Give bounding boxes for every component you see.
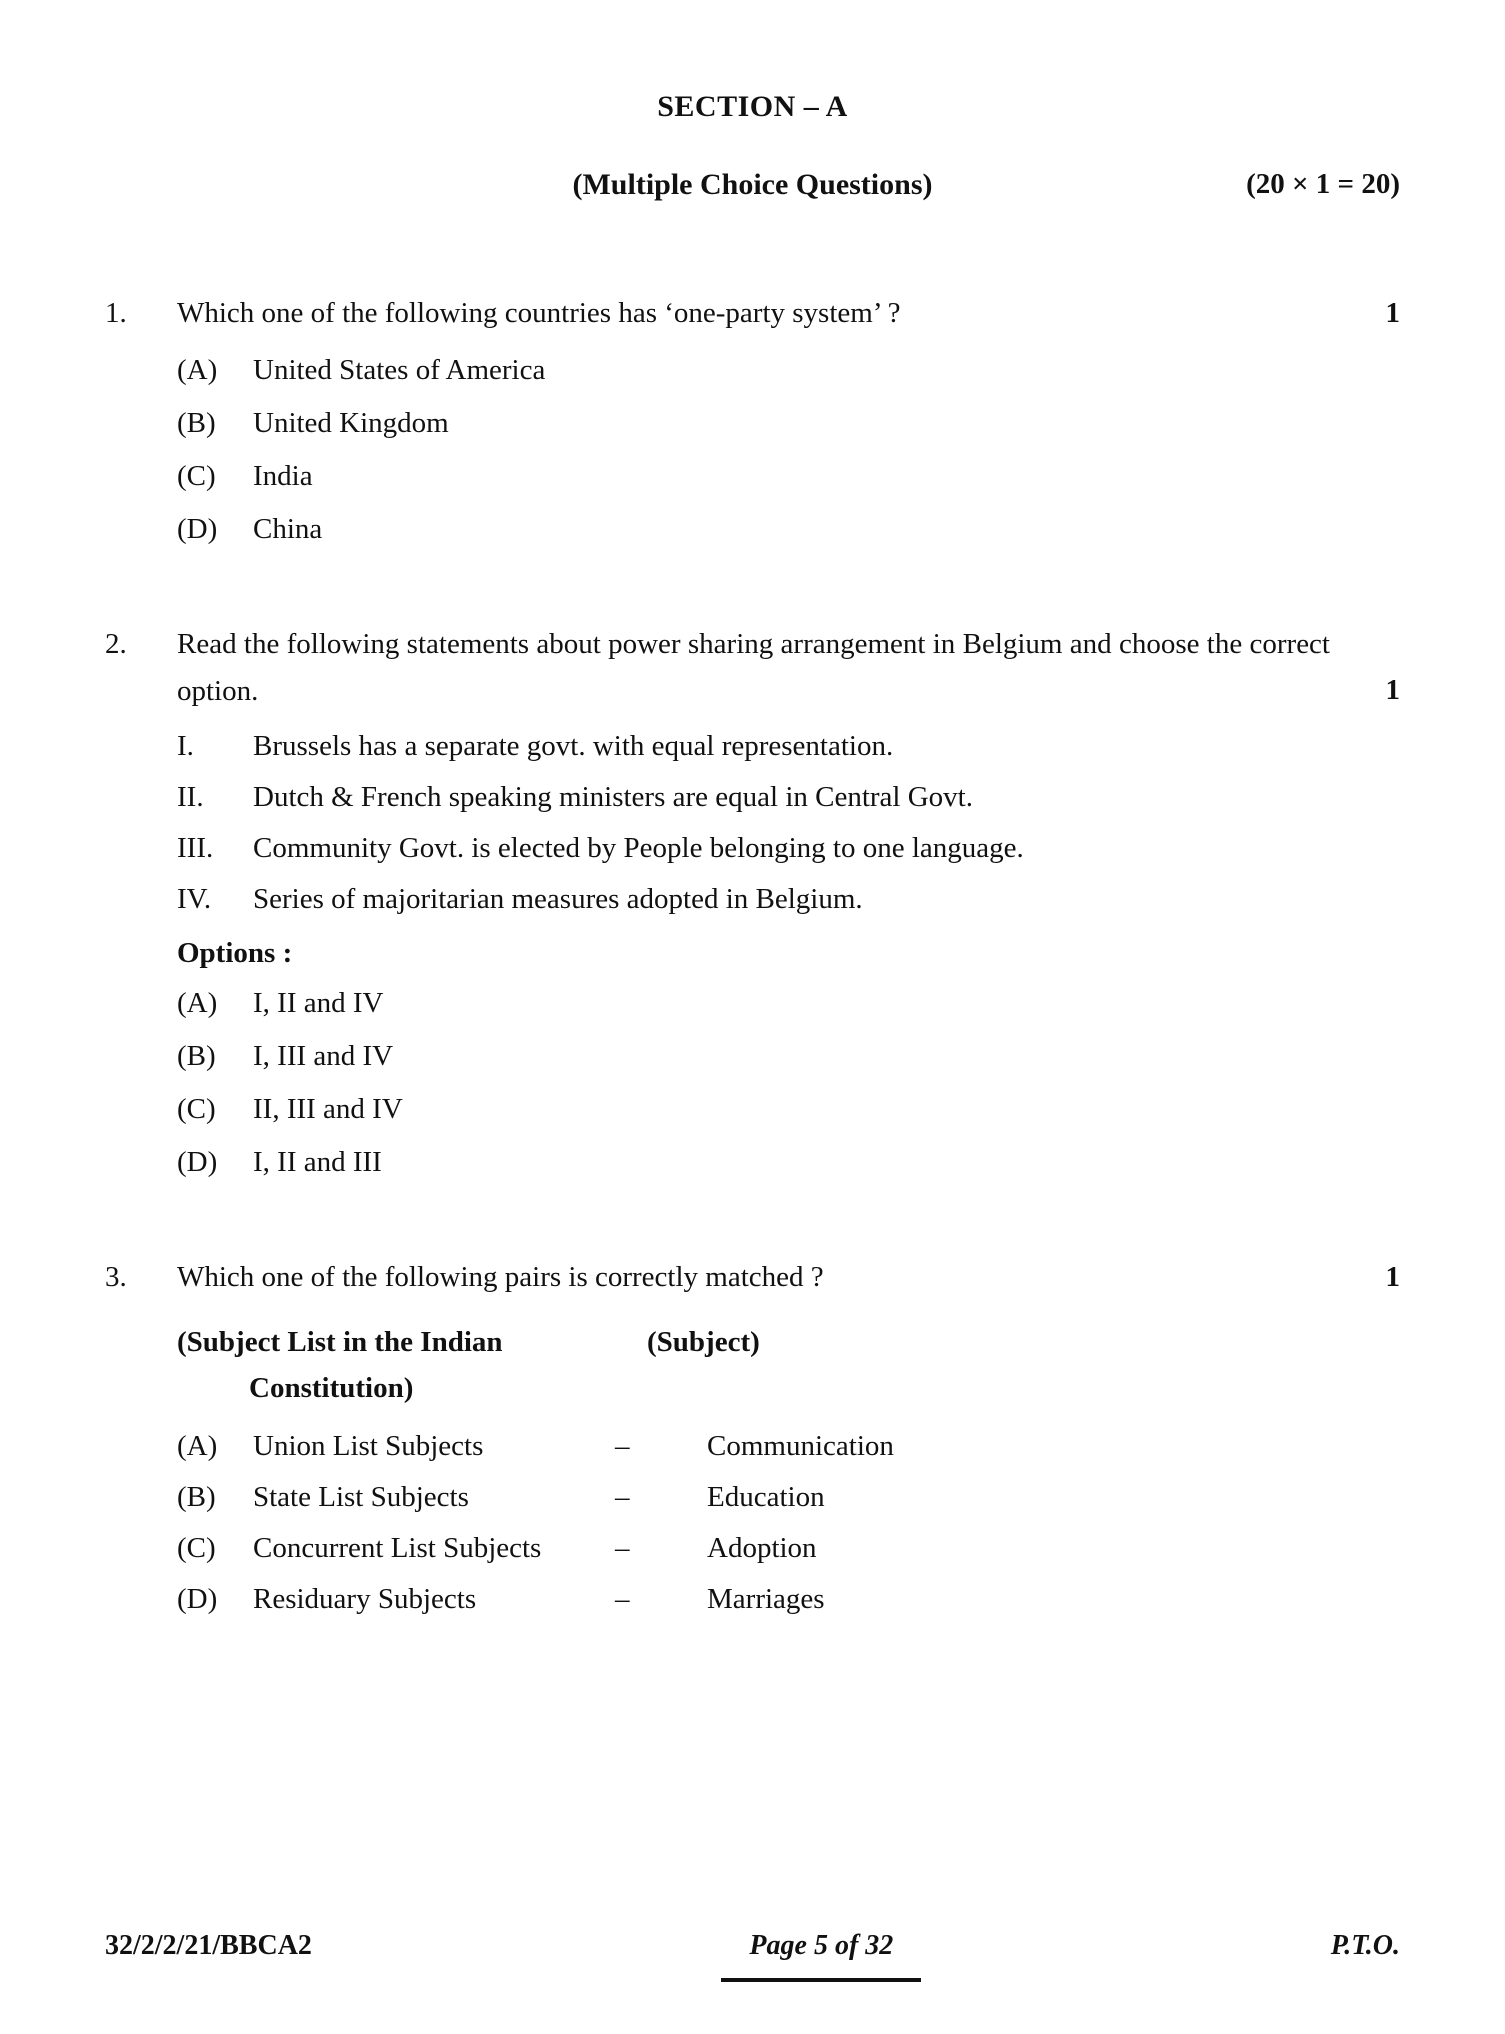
option-item (177, 347, 1400, 394)
option-item (177, 453, 1400, 500)
pair-label: (C) (177, 1532, 216, 1565)
footer-rule (721, 1978, 921, 1982)
option-item (177, 1086, 1400, 1133)
pto-label: P.T.O. (1330, 1930, 1400, 1961)
pair-dash: – (615, 1481, 630, 1514)
marks-total: (20 × 1 = 20) (1246, 168, 1400, 200)
page-footer (105, 1930, 1400, 1972)
pair-right: Adoption (707, 1532, 817, 1565)
pairs-header (105, 1319, 1400, 1412)
statement-item (177, 825, 1400, 872)
options-label: Options : (177, 936, 293, 969)
pair-label: (D) (177, 1583, 218, 1616)
question-2-head (105, 621, 1400, 715)
question-1-head (105, 290, 1400, 337)
pair-label: (A) (177, 1430, 218, 1463)
pair-item (177, 1474, 1400, 1521)
pairs-header-col-a: (Subject List in the Indian (177, 1325, 503, 1358)
option-text: India (253, 459, 313, 492)
pair-item (177, 1525, 1400, 1572)
question-3 (105, 1254, 1400, 1624)
option-text: I, II and III (253, 1145, 382, 1178)
statement-number: III. (177, 831, 214, 864)
option-item (177, 1139, 1400, 1186)
statement-number: I. (177, 729, 194, 762)
question-1 (105, 290, 1400, 553)
pair-right: Marriages (707, 1583, 825, 1616)
pair-left: Union List Subjects (253, 1430, 484, 1463)
spacer (105, 563, 1400, 621)
section-title: SECTION – A (657, 90, 848, 123)
page-number (749, 1930, 893, 1972)
question-2-mark: 1 (1385, 673, 1400, 706)
pair-item (177, 1423, 1400, 1470)
question-2-text: Read the following statements about power sharing arrangement in Belgium and choose the correct option. (177, 627, 1330, 707)
statement-text: Brussels has a separate govt. with equal representation. (253, 729, 894, 762)
pair-dash: – (615, 1430, 630, 1463)
question-2-options (105, 980, 1400, 1186)
option-text: I, III and IV (253, 1039, 394, 1072)
option-text: II, III and IV (253, 1092, 403, 1125)
question-3-pairs (105, 1423, 1400, 1623)
subhead-multiple-choice: (Multiple Choice Questions) (572, 168, 933, 201)
question-2-statements (105, 723, 1400, 923)
option-item (177, 1033, 1400, 1080)
pair-item (177, 1576, 1400, 1623)
option-text: China (253, 512, 323, 545)
spacer (105, 1196, 1400, 1254)
option-item (177, 400, 1400, 447)
statement-item (177, 876, 1400, 923)
question-3-head (105, 1254, 1400, 1301)
option-text: I, II and IV (253, 986, 384, 1019)
pair-left: Concurrent List Subjects (253, 1532, 542, 1565)
question-1-number: 1. (105, 297, 127, 329)
page-number-text: Page 5 of 32 (749, 1930, 894, 1961)
pair-right: Communication (707, 1430, 894, 1463)
option-label: (A) (177, 353, 218, 386)
statement-text: Dutch & French speaking ministers are equal in Central Govt. (253, 780, 973, 813)
question-1-text: Which one of the following countries has ‘one-party system’ ? (177, 297, 901, 329)
statement-number: IV. (177, 882, 212, 915)
pair-left: Residuary Subjects (253, 1583, 477, 1616)
paper-code: 32/2/2/21/BBCA2 (105, 1930, 312, 1961)
option-text: United Kingdom (253, 406, 449, 439)
question-2 (105, 621, 1400, 1186)
pair-right: Education (707, 1481, 825, 1514)
question-3-text: Which one of the following pairs is correctly matched ? (177, 1260, 824, 1293)
question-2-number: 2. (105, 627, 127, 660)
option-label: (D) (177, 1145, 218, 1178)
statement-text: Series of majoritarian measures adopted in Belgium. (253, 882, 863, 915)
option-label: (B) (177, 1039, 216, 1072)
option-label: (D) (177, 512, 218, 545)
statement-text: Community Govt. is elected by People belonging to one language. (253, 831, 1024, 864)
option-label: (C) (177, 1092, 216, 1125)
pairs-header-col-b: (Subject) (647, 1325, 760, 1358)
option-label: (A) (177, 986, 218, 1019)
option-item (177, 506, 1400, 553)
question-3-number: 3. (105, 1260, 127, 1293)
pairs-header-col-a-line2: Constitution) (249, 1371, 414, 1404)
statement-item (177, 723, 1400, 770)
question-1-options (105, 347, 1400, 553)
option-text: United States of America (253, 353, 546, 386)
statement-number: II. (177, 780, 204, 813)
option-label: (C) (177, 459, 216, 492)
pair-dash: – (615, 1583, 630, 1616)
pair-dash: – (615, 1532, 630, 1565)
pair-left: State List Subjects (253, 1481, 469, 1514)
pair-label: (B) (177, 1481, 216, 1514)
question-1-mark: 1 (1385, 297, 1400, 329)
subhead-row (105, 168, 1400, 202)
statement-item (177, 774, 1400, 821)
question-3-mark: 1 (1385, 1260, 1400, 1293)
option-label: (B) (177, 406, 216, 439)
option-item (177, 980, 1400, 1027)
